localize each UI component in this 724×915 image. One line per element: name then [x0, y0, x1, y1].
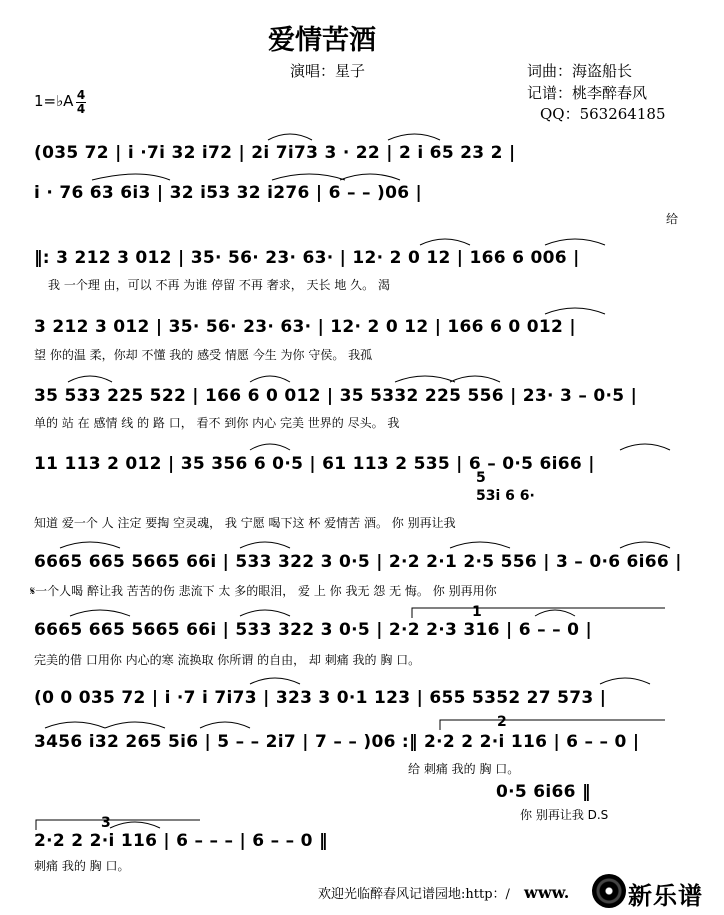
- transcriber: 记谱：桃李醉春风: [527, 84, 648, 102]
- score-row-4-lyrics: 望 你的温 柔，你却 不懂 我的 感受 情愿 今生 为你 守侯。 我孤: [34, 348, 373, 362]
- record-disc-icon: [592, 874, 626, 908]
- score-row-10-notes: 3456 i32 265 5i6 | 5 – – 2i7 | 7 – – )06 :‖ 2·2 2 2·i 116 | 6 – – 0 |: [34, 732, 640, 752]
- score-row-9-notes: (0 0 035 72 | i ·7 i 7i73 | 323 3 0·1 123 | 655 5352 27 573 |: [34, 688, 607, 708]
- harmony-mark: 5: [476, 470, 486, 486]
- score-row-1-notes: (035 72 | i ·7i 32 i72 | 2i 7i73 3 · 22 | 2 i 65 23 2 |: [34, 143, 516, 163]
- score-row-6-lyrics: 知道 爱一个 人 注定 要掏 空灵魂， 我 宁愿 喝下这 杯 爱情苦 酒。 你 别再让我: [34, 516, 456, 530]
- slurs: [45, 134, 670, 828]
- score-row-3-lyrics: 我 一个理 由，可以 不再 为谁 停留 不再 奢求， 天长 地 久。 渴: [48, 278, 390, 292]
- score-row-2-notes: i · 76 63 6i3 | 32 i53 32 i276 | 6 – – )06 |: [34, 183, 423, 203]
- volta-1-number: 1: [472, 604, 482, 620]
- volta-3-number: 3: [101, 815, 111, 831]
- song-title: 爱情苦酒: [268, 25, 376, 56]
- lyricist-composer: 词曲：海盗船长: [527, 62, 633, 80]
- ending-notes: 0·5 6i66 ‖: [496, 782, 591, 802]
- score-row-8-lyrics: 完美的借 口用你 内心的寒 流换取 你所谓 的自由， 却 刺痛 我的 胸 口。: [34, 653, 421, 667]
- site-logo: [588, 872, 722, 912]
- qq-number: QQ：563264185: [540, 105, 666, 123]
- score-row-6-notes: 11 113 2 012 | 35 356 6 0·5 | 61 113 2 535 | 6 – 0·5 6i66 |: [34, 454, 595, 474]
- harmony-notes: 53i 6 6·: [476, 488, 535, 504]
- score-row-4-notes: 3 212 3 012 | 35· 56· 23· 63· | 12· 2 0 12 | 166 6 0 012 |: [34, 317, 576, 337]
- footer-welcome: 欢迎光临醉春风记谱园地:http：/: [318, 887, 510, 902]
- volta-2-number: 2: [497, 714, 507, 730]
- score-row-11-lyrics: 刺痛 我的 胸 口。: [34, 859, 130, 873]
- score-row-10-lyrics: 给 刺痛 我的 胸 口。: [408, 762, 520, 776]
- footer-watermark: www.: [524, 883, 570, 902]
- time-numerator: 4: [76, 88, 86, 102]
- score-row-8-notes: 6665 665 5665 66i | 533 322 3 0·5 | 2·2 2·3 316 | 6 – – 0 |: [34, 620, 592, 640]
- score-row-7-lyrics: 𝄋一个人喝 醉让我 苦苦的伤 悲流下 太 多的眼泪， 爱 上 你 我无 怨 无 悔。 你 别再用你: [30, 584, 497, 598]
- ending-lyrics: 你 别再让我 D.S: [520, 808, 609, 822]
- footer-text: [318, 883, 569, 902]
- score-row-5-lyrics: 单的 站 在 感情 线 的 路 口， 看不 到你 内心 完美 世界的 尽头。 我: [34, 416, 400, 430]
- score-row-3-notes: ‖: 3 212 3 012 | 35· 56· 23· 63· | 12· 2 0 12 | 166 6 006 |: [34, 248, 580, 268]
- score-row-2-lyrics: 给: [666, 212, 679, 226]
- score-row-7-notes: 6665 665 5665 66i | 533 322 3 0·5 | 2·2 2·1 2·5 556 | 3 – 0·6 6i66 |: [34, 552, 682, 572]
- key-signature: 1=♭A: [34, 92, 74, 110]
- logo-text: 新乐谱: [628, 882, 703, 910]
- time-denominator: 4: [76, 102, 86, 116]
- score-row-11-notes: 2·2 2 2·i 116 | 6 – – – | 6 – – 0 ‖: [34, 831, 328, 851]
- volta-brackets: [36, 608, 665, 830]
- singer: 演唱：星子: [290, 62, 366, 80]
- score-row-5-notes: 35 533 225 522 | 166 6 0 012 | 35 5332 225 556 | 23· 3 – 0·5 |: [34, 386, 638, 406]
